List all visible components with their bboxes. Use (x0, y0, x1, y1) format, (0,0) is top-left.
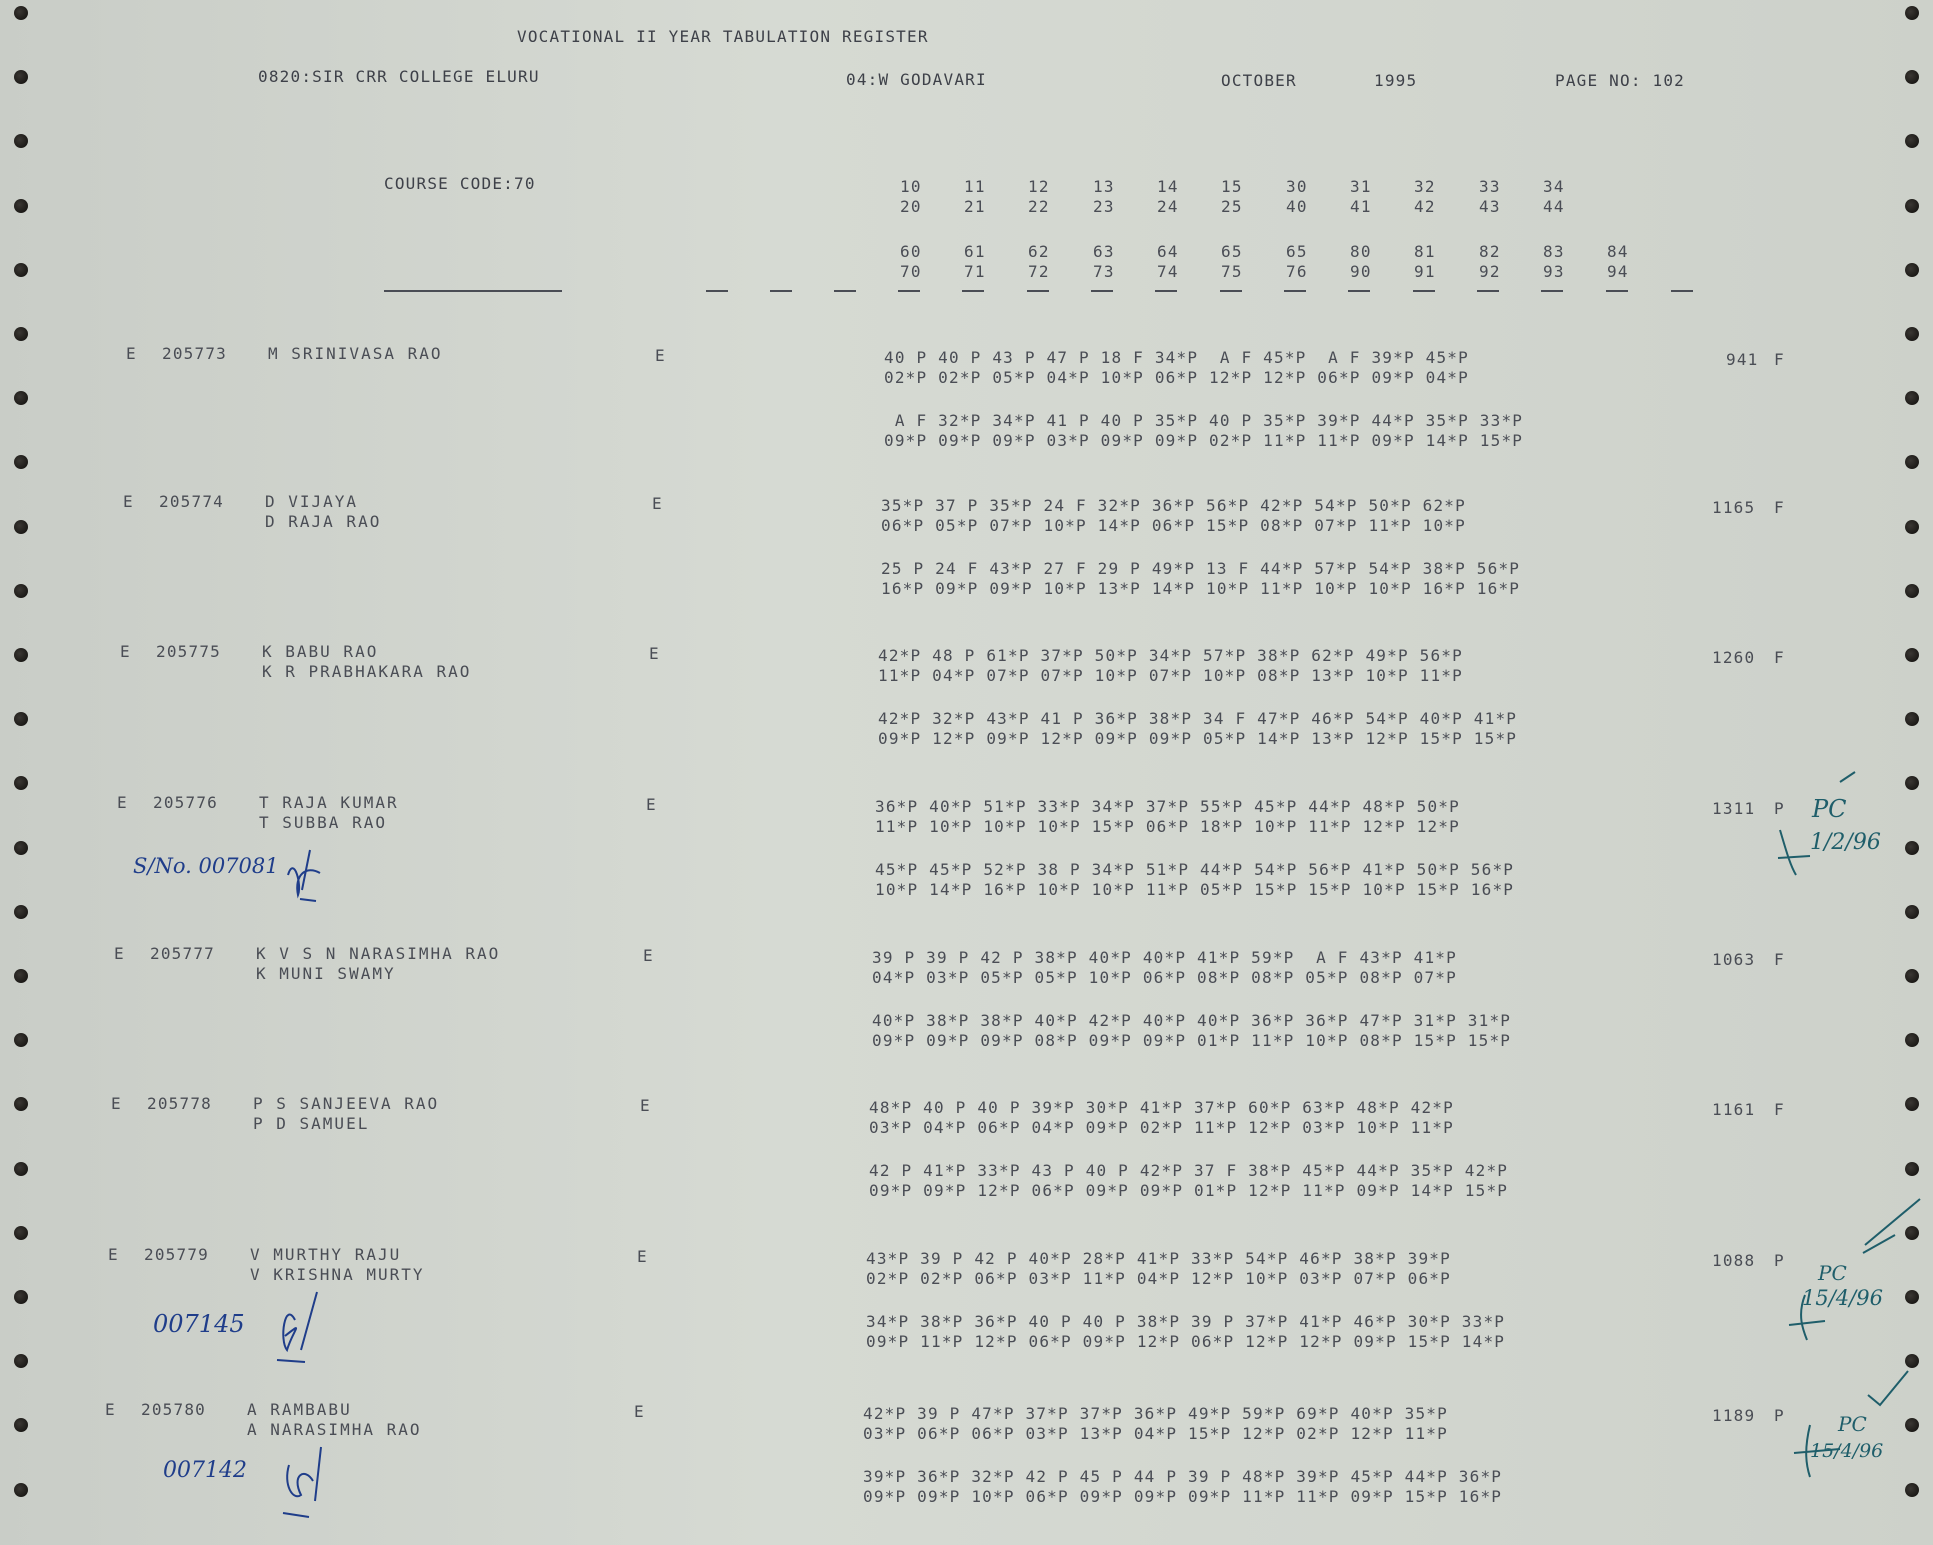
feed-hole (14, 70, 28, 84)
medium-code: E (634, 1402, 645, 1421)
grand-total: 941 (1726, 350, 1759, 369)
marks-line-3: 39*P 36*P 32*P 42 P 45 P 44 P 39 P 48*P 39*P 45*P 44*P 36*P (863, 1467, 1503, 1486)
feed-hole (14, 776, 28, 790)
result-status: F (1774, 1100, 1785, 1119)
column-dash (706, 290, 728, 292)
marks-line-2: 11*P 10*P 10*P 10*P 15*P 06*P 18*P 10*P 11*P 12*P 12*P (875, 817, 1460, 836)
marks-line-1: 43*P 39 P 42 P 40*P 28*P 41*P 33*P 54*P 46*P 38*P 39*P (866, 1249, 1451, 1268)
feed-hole (1905, 841, 1919, 855)
feed-hole (1905, 584, 1919, 598)
feed-hole (1905, 520, 1919, 534)
exam-year: 1995 (1374, 71, 1418, 90)
feed-hole (14, 1418, 28, 1432)
column-code: 33 (1479, 177, 1501, 196)
record-prefix: E (120, 642, 131, 661)
column-code: 82 (1479, 242, 1501, 261)
marks-line-4: 09*P 09*P 10*P 06*P 09*P 09*P 09*P 11*P 11*P 09*P 15*P 16*P (863, 1487, 1503, 1506)
feed-hole (14, 134, 28, 148)
column-code: 31 (1350, 177, 1372, 196)
column-code: 90 (1350, 262, 1372, 281)
record-prefix: E (114, 944, 125, 963)
feed-hole (1905, 712, 1919, 726)
college-name: 0820:SIR CRR COLLEGE ELURU (258, 67, 540, 86)
registration-number: 205774 (159, 492, 224, 511)
separator-rule (384, 290, 562, 292)
column-code: 44 (1543, 197, 1565, 216)
column-dash (962, 290, 984, 292)
father-name: K MUNI SWAMY (256, 964, 396, 983)
result-status: P (1774, 1406, 1785, 1425)
marks-line-2: 03*P 06*P 06*P 03*P 13*P 04*P 15*P 12*P 02*P 12*P 11*P (863, 1424, 1448, 1443)
marks-line-3: 25 P 24 F 43*P 27 F 29 P 49*P 13 F 44*P 57*P 54*P 38*P 56*P (881, 559, 1521, 578)
feed-hole (14, 584, 28, 598)
feed-hole (1905, 1033, 1919, 1047)
register-title: VOCATIONAL II YEAR TABULATION REGISTER (517, 27, 929, 46)
column-code: 60 (900, 242, 922, 261)
student-name: M SRINIVASA RAO (268, 344, 443, 363)
record-prefix: E (105, 1400, 116, 1419)
column-code: 61 (964, 242, 986, 261)
marks-line-2: 02*P 02*P 05*P 04*P 10*P 06*P 12*P 12*P 06*P 09*P 04*P (884, 368, 1469, 387)
record-prefix: E (126, 344, 137, 363)
column-dash (1220, 290, 1242, 292)
column-code: 20 (900, 197, 922, 216)
column-code: 11 (964, 177, 986, 196)
feed-hole (14, 1097, 28, 1111)
result-status: F (1774, 950, 1785, 969)
marks-line-2: 04*P 03*P 05*P 05*P 10*P 06*P 08*P 08*P 05*P 08*P 07*P (872, 968, 1457, 987)
feed-hole (14, 1226, 28, 1240)
column-code: 25 (1221, 197, 1243, 216)
column-dash (1091, 290, 1113, 292)
column-code: 93 (1543, 262, 1565, 281)
column-dash (898, 290, 920, 292)
grand-total: 1260 (1712, 648, 1756, 667)
record-prefix: E (108, 1245, 119, 1264)
student-name: T RAJA KUMAR (259, 793, 399, 812)
serial-number-note-2: 007145 (153, 1310, 245, 1338)
marks-line-1: 42*P 39 P 47*P 37*P 37*P 36*P 49*P 59*P 69*P 40*P 35*P (863, 1404, 1448, 1423)
student-name: D VIJAYA (265, 492, 359, 511)
feed-hole (1905, 327, 1919, 341)
column-code: 10 (900, 177, 922, 196)
record-prefix: E (117, 793, 128, 812)
student-name: K BABU RAO (262, 642, 379, 661)
check-mark-3 (1780, 1365, 1920, 1495)
student-name: K V S N NARASIMHA RAO (256, 944, 501, 963)
grand-total: 1161 (1712, 1100, 1756, 1119)
student-name: A RAMBABU (247, 1400, 352, 1419)
pc-note-1: PC (1812, 795, 1847, 823)
marks-line-3: 45*P 45*P 52*P 38 P 34*P 51*P 44*P 54*P 56*P 41*P 50*P 56*P (875, 860, 1515, 879)
student-name: P S SANJEEVA RAO (253, 1094, 440, 1113)
marks-line-3: A F 32*P 34*P 41 P 40 P 35*P 40 P 35*P 39*P 44*P 35*P 33*P (884, 411, 1524, 430)
column-code: 94 (1607, 262, 1629, 281)
column-dash (1671, 290, 1693, 292)
record-prefix: E (123, 492, 134, 511)
column-dash (1284, 290, 1306, 292)
feed-hole (14, 1354, 28, 1368)
feed-hole (1905, 648, 1919, 662)
feed-hole (14, 648, 28, 662)
column-code: 65 (1286, 242, 1308, 261)
column-code: 71 (964, 262, 986, 281)
father-name: T SUBBA RAO (259, 813, 387, 832)
pc-note-2: PC (1818, 1261, 1847, 1285)
feed-hole (14, 905, 28, 919)
father-name: V KRISHNA MURTY (250, 1265, 425, 1284)
column-code: 75 (1221, 262, 1243, 281)
result-status: P (1774, 799, 1785, 818)
column-dash (1541, 290, 1563, 292)
marks-line-3: 40*P 38*P 38*P 40*P 42*P 40*P 40*P 36*P 36*P 47*P 31*P 31*P (872, 1011, 1512, 1030)
column-dash (1027, 290, 1049, 292)
column-code: 34 (1543, 177, 1565, 196)
initials-signature-1 (280, 845, 340, 905)
marks-line-4: 09*P 11*P 12*P 06*P 09*P 12*P 06*P 12*P 12*P 09*P 15*P 14*P (866, 1332, 1506, 1351)
feed-hole (14, 712, 28, 726)
medium-code: E (637, 1247, 648, 1266)
feed-hole (14, 263, 28, 277)
column-code: 15 (1221, 177, 1243, 196)
registration-number: 205775 (156, 642, 221, 661)
student-name: V MURTHY RAJU (250, 1245, 402, 1264)
column-code: 62 (1028, 242, 1050, 261)
feed-hole (14, 969, 28, 983)
marks-line-2: 11*P 04*P 07*P 07*P 10*P 07*P 10*P 08*P 13*P 10*P 11*P (878, 666, 1463, 685)
result-status: P (1774, 1251, 1785, 1270)
serial-number-note-3: 007142 (163, 1458, 247, 1483)
marks-line-3: 42 P 41*P 33*P 43 P 40 P 42*P 37 F 38*P 45*P 44*P 35*P 42*P (869, 1161, 1509, 1180)
feed-hole (14, 6, 28, 20)
date-note-3: 15/4/96 (1810, 1440, 1884, 1462)
column-code: 41 (1350, 197, 1372, 216)
feed-hole (1905, 263, 1919, 277)
feed-hole (1905, 70, 1919, 84)
feed-hole (14, 327, 28, 341)
column-dash (770, 290, 792, 292)
column-code: 32 (1414, 177, 1436, 196)
marks-line-1: 39 P 39 P 42 P 38*P 40*P 40*P 41*P 59*P A F 43*P 41*P (872, 948, 1457, 967)
exam-month: OCTOBER (1221, 71, 1297, 90)
column-code: 14 (1157, 177, 1179, 196)
grand-total: 1165 (1712, 498, 1756, 517)
registration-number: 205776 (153, 793, 218, 812)
record-prefix: E (111, 1094, 122, 1113)
father-name: A NARASIMHA RAO (247, 1420, 422, 1439)
date-note-2: 15/4/96 (1802, 1286, 1883, 1310)
feed-hole (1905, 1162, 1919, 1176)
pc-note-3: PC (1838, 1412, 1867, 1436)
marks-line-1: 42*P 48 P 61*P 37*P 50*P 34*P 57*P 38*P 62*P 49*P 56*P (878, 646, 1463, 665)
column-dash (1348, 290, 1370, 292)
column-dash (834, 290, 856, 292)
column-code: 81 (1414, 242, 1436, 261)
registration-number: 205778 (147, 1094, 212, 1113)
column-code: 63 (1093, 242, 1115, 261)
father-name: D RAJA RAO (265, 512, 382, 531)
column-code: 73 (1093, 262, 1115, 281)
initials-signature-2 (265, 1290, 335, 1370)
column-code: 83 (1543, 242, 1565, 261)
column-code: 43 (1479, 197, 1501, 216)
result-status: F (1774, 350, 1785, 369)
marks-line-3: 42*P 32*P 43*P 41 P 36*P 38*P 34 F 47*P 46*P 54*P 40*P 41*P (878, 709, 1518, 728)
column-code: 24 (1157, 197, 1179, 216)
serial-number-note-1: S/No. 007081 (133, 854, 279, 878)
grand-total: 1311 (1712, 799, 1756, 818)
column-code: 23 (1093, 197, 1115, 216)
district-name: 04:W GODAVARI (846, 70, 987, 89)
column-code: 91 (1414, 262, 1436, 281)
marks-line-2: 02*P 02*P 06*P 03*P 11*P 04*P 12*P 10*P 03*P 07*P 06*P (866, 1269, 1451, 1288)
feed-hole (1905, 905, 1919, 919)
column-code: 21 (964, 197, 986, 216)
father-name: K R PRABHAKARA RAO (262, 662, 472, 681)
feed-hole (14, 199, 28, 213)
check-mark-2 (1745, 1195, 1925, 1345)
column-dash (1413, 290, 1435, 292)
marks-line-3: 34*P 38*P 36*P 40 P 40 P 38*P 39 P 37*P 41*P 46*P 30*P 33*P (866, 1312, 1506, 1331)
father-name: P D SAMUEL (253, 1114, 370, 1133)
column-code: 70 (900, 262, 922, 281)
feed-hole (1905, 455, 1919, 469)
column-code: 13 (1093, 177, 1115, 196)
column-code: 65 (1221, 242, 1243, 261)
marks-line-4: 09*P 12*P 09*P 12*P 09*P 09*P 05*P 14*P 13*P 12*P 15*P 15*P (878, 729, 1518, 748)
marks-line-2: 06*P 05*P 07*P 10*P 14*P 06*P 15*P 08*P 07*P 11*P 10*P (881, 516, 1466, 535)
feed-hole (1905, 199, 1919, 213)
registration-number: 205773 (162, 344, 227, 363)
medium-code: E (640, 1096, 651, 1115)
feed-hole (14, 391, 28, 405)
marks-line-4: 16*P 09*P 09*P 10*P 13*P 14*P 10*P 11*P 10*P 10*P 16*P 16*P (881, 579, 1521, 598)
column-code: 76 (1286, 262, 1308, 281)
initials-signature-3 (275, 1445, 335, 1525)
grand-total: 1063 (1712, 950, 1756, 969)
feed-hole (14, 1162, 28, 1176)
medium-code: E (649, 644, 660, 663)
marks-line-4: 09*P 09*P 09*P 03*P 09*P 09*P 02*P 11*P 11*P 09*P 14*P 15*P (884, 431, 1524, 450)
medium-code: E (646, 795, 657, 814)
feed-hole (14, 841, 28, 855)
marks-line-4: 10*P 14*P 16*P 10*P 10*P 11*P 05*P 15*P 15*P 10*P 15*P 16*P (875, 880, 1515, 899)
page-number: PAGE NO: 102 (1555, 71, 1685, 90)
medium-code: E (643, 946, 654, 965)
feed-hole (1905, 776, 1919, 790)
feed-hole (14, 1483, 28, 1497)
column-dash (1477, 290, 1499, 292)
tractor-feed-holes-left (0, 0, 40, 1545)
column-code: 30 (1286, 177, 1308, 196)
column-code: 74 (1157, 262, 1179, 281)
marks-line-4: 09*P 09*P 09*P 08*P 09*P 09*P 01*P 11*P 10*P 08*P 15*P 15*P (872, 1031, 1512, 1050)
medium-code: E (655, 346, 666, 365)
feed-hole (14, 520, 28, 534)
marks-line-1: 48*P 40 P 40 P 39*P 30*P 41*P 37*P 60*P 63*P 48*P 42*P (869, 1098, 1454, 1117)
feed-hole (1905, 6, 1919, 20)
column-code: 40 (1286, 197, 1308, 216)
column-code: 64 (1157, 242, 1179, 261)
column-code: 92 (1479, 262, 1501, 281)
column-code: 84 (1607, 242, 1629, 261)
column-dash (1155, 290, 1177, 292)
grand-total: 1088 (1712, 1251, 1756, 1270)
feed-hole (1905, 969, 1919, 983)
feed-hole (14, 1033, 28, 1047)
column-code: 80 (1350, 242, 1372, 261)
feed-hole (14, 1290, 28, 1304)
course-code: COURSE CODE:70 (384, 174, 536, 193)
column-code: 72 (1028, 262, 1050, 281)
marks-line-1: 40 P 40 P 43 P 47 P 18 F 34*P A F 45*P A F 39*P 45*P (884, 348, 1469, 367)
marks-line-4: 09*P 09*P 12*P 06*P 09*P 09*P 01*P 12*P 11*P 09*P 14*P 15*P (869, 1181, 1509, 1200)
result-status: F (1774, 498, 1785, 517)
registration-number: 205777 (150, 944, 215, 963)
feed-hole (1905, 134, 1919, 148)
feed-hole (1905, 391, 1919, 405)
column-code: 12 (1028, 177, 1050, 196)
check-mark-1 (1770, 770, 1870, 880)
column-code: 22 (1028, 197, 1050, 216)
column-dash (1606, 290, 1628, 292)
date-note-1: 1/2/96 (1810, 830, 1881, 855)
grand-total: 1189 (1712, 1406, 1756, 1425)
medium-code: E (652, 494, 663, 513)
registration-number: 205780 (141, 1400, 206, 1419)
result-status: F (1774, 648, 1785, 667)
marks-line-1: 35*P 37 P 35*P 24 F 32*P 36*P 56*P 42*P 54*P 50*P 62*P (881, 496, 1466, 515)
feed-hole (1905, 1097, 1919, 1111)
registration-number: 205779 (144, 1245, 209, 1264)
marks-line-1: 36*P 40*P 51*P 33*P 34*P 37*P 55*P 45*P 44*P 48*P 50*P (875, 797, 1460, 816)
marks-line-2: 03*P 04*P 06*P 04*P 09*P 02*P 11*P 12*P 03*P 10*P 11*P (869, 1118, 1454, 1137)
column-code: 42 (1414, 197, 1436, 216)
feed-hole (14, 455, 28, 469)
